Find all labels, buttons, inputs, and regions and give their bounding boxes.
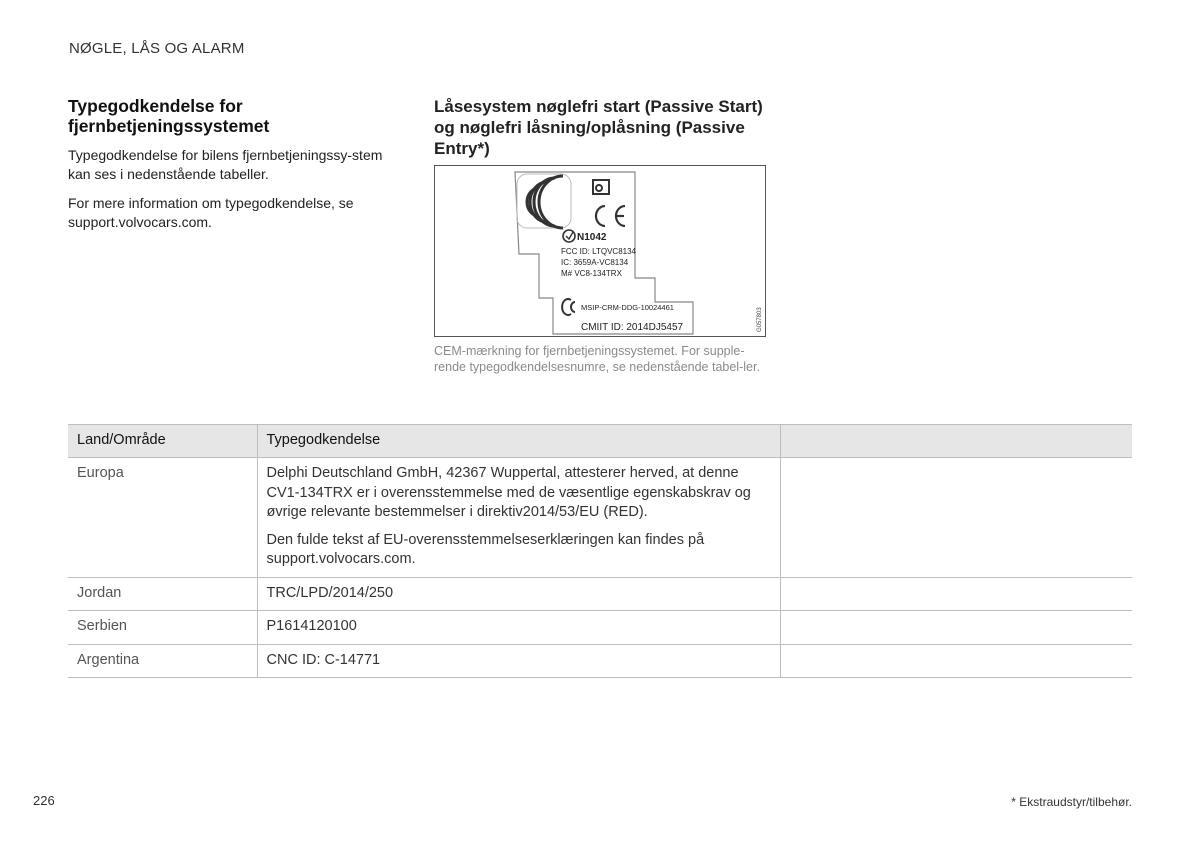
country-cell: Serbien	[68, 611, 257, 645]
passive-entry-section	[434, 96, 769, 375]
image-caption: CEM-mærkning for fjernbetjeningssystemet. For supple-rende typegodkendelsesnumre, se nedenstående tabel-ler.	[434, 344, 760, 374]
approval-cell: TRC/LPD/2014/250	[257, 577, 780, 611]
country-cell: Jordan	[68, 577, 257, 611]
empty-cell	[780, 577, 1132, 611]
rcm-mark-icon	[563, 230, 575, 242]
label-msip: MSIP-CRM-DDG-10024461	[581, 303, 674, 312]
label-cmiit: CMIIT ID: 2014DJ5457	[581, 322, 684, 333]
footnote: * Ekstraudstyr/tilbehør.	[1011, 795, 1132, 809]
label-fcc: FCC ID: LTQVC8134	[561, 247, 636, 256]
type-approval-table	[68, 424, 1132, 678]
table-row	[68, 458, 1132, 578]
label-ic: IC: 3659A-VC8134	[561, 258, 629, 267]
intro-section	[68, 96, 388, 242]
header-country: Land/Område	[68, 425, 257, 458]
kc-mark-icon	[562, 299, 575, 315]
section-header: NØGLE, LÅS OG ALARM	[69, 40, 245, 57]
header-approval: Typegodkendelse	[257, 425, 780, 458]
label-model: M# VC8-134TRX	[561, 269, 622, 278]
info-paragraph: For mere information om typegodkendelse, se support.volvocars.com.	[68, 195, 354, 230]
certification-label-image	[434, 165, 766, 337]
page-number: 226	[33, 793, 55, 808]
table-header-row	[68, 425, 1132, 458]
compliance-mark-icon	[593, 180, 609, 194]
header-empty	[780, 425, 1132, 458]
empty-cell	[780, 611, 1132, 645]
empty-cell	[780, 644, 1132, 678]
approval-cell	[257, 458, 780, 578]
section-title: Typegodkendelse for fjernbetjeningssystemet	[68, 96, 270, 136]
approval-text: Delphi Deutschland GmbH, 42367 Wuppertal, attesterer herved, at denne CV1-134TRX er i overensstemmelse med de væsentlige egenskabskrav og øvrige relevante bestemmelser i direktiv2014/53/EU (RED).	[266, 465, 751, 520]
table-row	[68, 577, 1132, 611]
approval-cell: P1614120100	[257, 611, 780, 645]
country-cell: Europa	[68, 458, 257, 578]
label-n-code: N1042	[577, 232, 607, 243]
table-row	[68, 611, 1132, 645]
subsection-title: Låsesystem nøglefri start (Passive Start) og nøglefri låsning/oplåsning (Passive Entry*)	[434, 97, 763, 158]
approval-cell: CNC ID: C-14771	[257, 644, 780, 678]
table-row	[68, 644, 1132, 678]
empty-cell	[780, 458, 1132, 578]
radio-waves-icon	[527, 176, 563, 228]
label-side-code: G057803	[757, 307, 763, 332]
intro-paragraph: Typegodkendelse for bilens fjernbetjeningssy-stem kan ses i nedenstående tabeller.	[68, 147, 383, 182]
ce-mark-icon	[596, 206, 625, 226]
certification-label-drawing	[435, 166, 767, 338]
approval-text: Den fulde tekst af EU-overensstemmelseserklæringen kan findes på support.volvocars.com.	[266, 531, 705, 567]
country-cell: Argentina	[68, 644, 257, 678]
